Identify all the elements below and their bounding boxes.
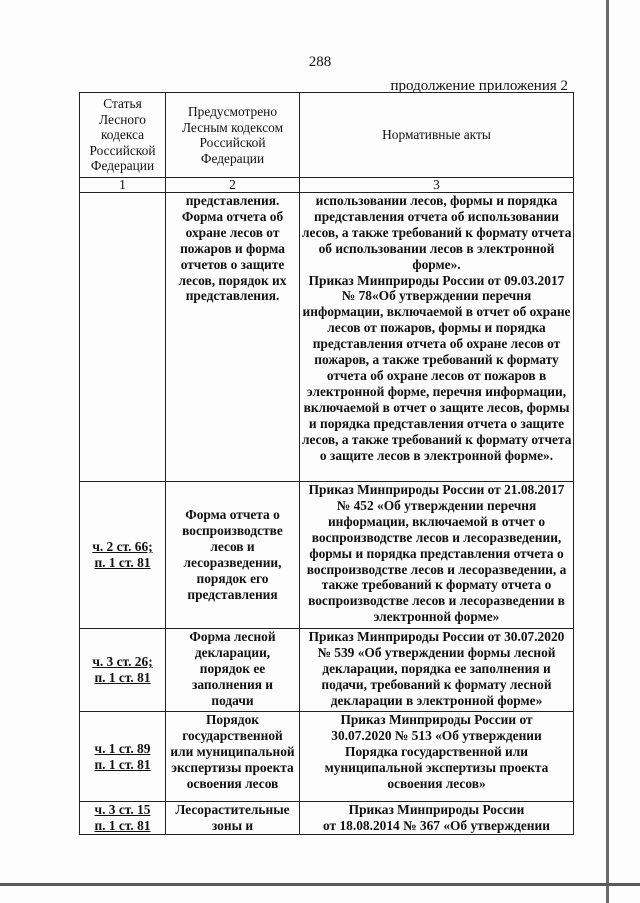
normative-acts-cell <box>300 802 574 835</box>
provision-line: заполнения и <box>191 676 274 692</box>
act-line: информации, включаемой в отчет об охране <box>302 304 571 320</box>
act-line: лесов от пожаров, формы и порядка <box>327 320 546 336</box>
provision-line: Форма отчета об <box>181 208 284 224</box>
act-line: подачи, требований к формату лесной <box>321 676 552 692</box>
column-number: 3 <box>300 178 574 193</box>
act-line: № 452 «Об утверждении перечня <box>336 497 537 513</box>
act-line: Приказ Минприроды России <box>348 802 525 817</box>
provision-line: Лесорастительные <box>175 802 290 817</box>
provision-line: представления. <box>185 288 280 304</box>
article-reference-link: п. 1 ст. 81 <box>94 817 151 833</box>
scan-edge-bottom <box>0 883 640 886</box>
regulations-table <box>79 92 574 835</box>
header-line: Российской <box>89 142 156 158</box>
provision-cell <box>166 629 300 712</box>
act-line: электронной форме» <box>373 609 500 625</box>
act-line: лесов, а также требований к формату отчета <box>302 431 572 447</box>
act-line: воспроизводстве лесов и лесоразведении, <box>311 529 562 545</box>
act-line: об использовании лесов в электронной <box>318 240 555 256</box>
article-cell <box>80 193 166 482</box>
act-line: электронной форме, перечня информации, <box>306 383 567 399</box>
column-number: 2 <box>166 178 300 193</box>
act-line: использовании лесов, формы и порядка <box>315 193 558 208</box>
article-reference-link: ч. 2 ст. 66; <box>92 539 153 555</box>
act-line: также требований к формату отчета о <box>321 577 552 593</box>
provision-line: представления. <box>185 193 280 208</box>
provision-line: охране лесов от <box>185 224 280 240</box>
table-row <box>80 802 574 835</box>
act-line: № 539 «Об утверждении формы лесной <box>317 644 556 660</box>
header-article <box>80 93 166 178</box>
act-line: № 78«Об утверждении перечня <box>341 288 532 304</box>
column-number-row <box>80 178 574 193</box>
act-line: пожаров, а также требований к формату <box>314 352 559 368</box>
article-reference-link: п. 1 ст. 81 <box>94 555 151 570</box>
provision-line: или муниципальной <box>170 743 295 759</box>
provision-line: воспроизводстве <box>182 523 283 539</box>
provision-line: декларации, <box>194 644 271 660</box>
act-line: Порядка государственной или <box>345 743 528 759</box>
normative-acts-cell <box>300 712 574 802</box>
table-header-row <box>80 93 574 178</box>
provision-cell <box>166 802 300 835</box>
provision-cell <box>166 712 300 802</box>
act-line: воспроизводстве лесов и лесоразведении, а <box>306 561 567 577</box>
act-line: декларации, порядка ее заполнения и <box>322 660 551 676</box>
header-line: Нормативные акты <box>382 127 491 143</box>
act-line: Приказ Минприроды России от 21.08.2017 <box>308 482 565 497</box>
provision-line: подачи <box>211 692 254 708</box>
article-cell <box>80 712 166 802</box>
provision-line: лесоразведении, <box>183 555 282 570</box>
provision-line: Порядок <box>206 712 259 727</box>
column-number: 1 <box>80 178 166 193</box>
provision-line: экспертизы проекта <box>171 759 294 775</box>
act-line: лесов, а также требований к формату отчета <box>302 224 572 240</box>
act-line: информации, включаемой в отчет о <box>327 513 546 529</box>
header-line: Российской <box>199 135 266 150</box>
article-cell <box>80 482 166 629</box>
provision-line: Форма лесной <box>189 629 276 644</box>
provision-line: лесов и <box>210 539 255 555</box>
article-cell <box>80 802 166 835</box>
act-line: о защите лесов в электронной форме». <box>319 447 554 463</box>
act-line: Приказ Минприроды России от <box>340 712 533 727</box>
continuation-note: продолжение приложения 2 <box>390 78 568 94</box>
article-reference-link: ч. 3 ст. 15 <box>94 802 151 817</box>
provision-line: пожаров и форма <box>180 240 285 256</box>
provision-line: Форма отчета о <box>185 507 280 523</box>
act-line: декларации в электронной форме» <box>330 692 543 708</box>
page-number: 288 <box>308 54 332 70</box>
header-line: Федерации <box>200 150 265 166</box>
provision-cell <box>166 193 300 482</box>
header-provision <box>166 93 300 178</box>
provision-line: зоны и <box>211 817 254 833</box>
normative-acts-cell <box>300 193 574 482</box>
provision-line: освоения лесов <box>186 775 279 791</box>
provision-line: представления <box>187 586 278 602</box>
table-row <box>80 629 574 712</box>
header-acts <box>300 93 574 178</box>
article-cell <box>80 629 166 712</box>
provision-line: государственной <box>182 727 283 743</box>
act-line: представления отчета об охране лесов от <box>312 336 561 352</box>
act-line: воспроизводстве лесов и лесоразведении в <box>308 593 565 609</box>
provision-line: лесов, порядок их <box>178 272 287 288</box>
act-line: 30.07.2020 № 513 «Об утверждении <box>331 727 542 743</box>
provision-line: порядок его <box>196 570 269 586</box>
table-row <box>80 193 574 482</box>
header-line: Предусмотрено <box>187 104 278 119</box>
article-reference-link: ч. 3 ст. 26; <box>92 654 153 670</box>
normative-acts-cell <box>300 629 574 712</box>
act-line: включаемой в отчет о защите лесов, формы <box>303 399 570 415</box>
normative-acts-cell <box>300 482 574 629</box>
act-line: отчета об охране лесов от пожаров в <box>326 367 547 383</box>
act-line: освоения лесов» <box>387 775 486 791</box>
act-line: Приказ Минприроды России от 30.07.2020 <box>308 629 565 644</box>
header-line: Лесным кодексом <box>181 119 284 135</box>
table-row <box>80 712 574 802</box>
article-reference-link: п. 1 ст. 81 <box>94 756 151 772</box>
scan-edge-right <box>606 0 609 903</box>
act-line: формы и порядка представления отчета о <box>309 545 564 561</box>
provision-line: отчетов о защите <box>180 256 285 272</box>
provision-cell <box>166 482 300 629</box>
act-line: от 18.08.2014 № 367 «Об утверждении <box>323 817 550 833</box>
act-line: представления отчета об использовании <box>314 208 559 224</box>
article-reference-link: ч. 1 ст. 89 <box>94 740 151 756</box>
header-line: Лесного <box>99 111 146 127</box>
header-line: кодекса <box>100 127 145 143</box>
act-line: и порядка представления отчета о защите <box>308 415 565 431</box>
article-reference-link: п. 1 ст. 81 <box>94 670 151 685</box>
provision-line: порядок ее <box>199 660 266 676</box>
table-row <box>80 482 574 629</box>
table-body <box>80 193 574 835</box>
header-line: Статья <box>103 96 142 112</box>
act-line: Приказ Минприроды России от 09.03.2017 <box>308 272 565 288</box>
header-line: Федерации <box>90 158 155 174</box>
act-line: муниципальной экспертизы проекта <box>324 759 549 775</box>
act-line: форме». <box>412 256 461 272</box>
